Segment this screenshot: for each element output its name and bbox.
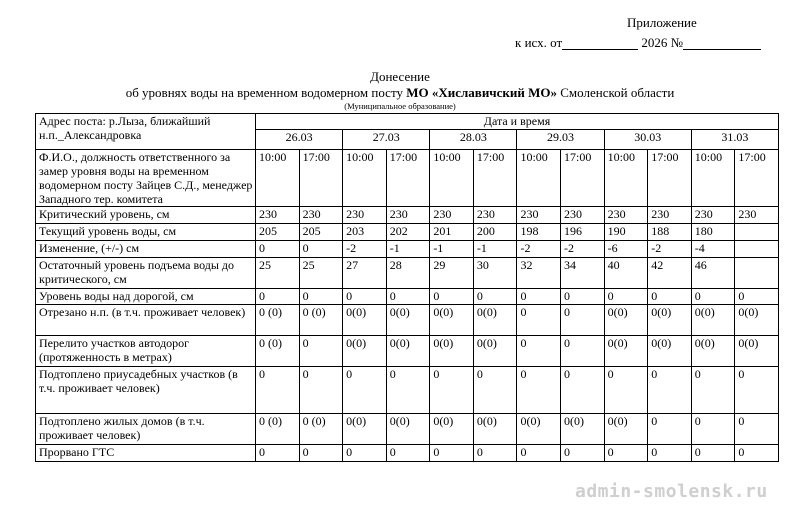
table-cell: 230 — [604, 207, 648, 224]
time-header: 17:00 — [561, 150, 605, 207]
table-cell: 0 — [648, 367, 692, 414]
document-subtitle — [0, 85, 800, 100]
table-cell — [735, 258, 779, 289]
date-header: 26.03 — [256, 130, 343, 150]
table-cell: 0 — [604, 289, 648, 305]
table-cell: 230 — [648, 207, 692, 224]
table-cell: 198 — [517, 224, 561, 241]
ref-date-blank — [562, 37, 638, 50]
time-header: 17:00 — [735, 150, 779, 207]
table-cell: 0 — [604, 445, 648, 462]
table-cell: 0 — [691, 445, 735, 462]
time-header: 10:00 — [604, 150, 648, 207]
table-cell: 0 — [299, 445, 343, 462]
table-row — [36, 207, 779, 224]
table-cell: 0 — [648, 445, 692, 462]
row-label: Подтоплено приусадебных участков (в т.ч. проживает человек) — [36, 367, 256, 414]
table-row — [36, 224, 779, 241]
ref-number-blank — [683, 37, 761, 50]
table-row — [36, 258, 779, 289]
table-cell: 0 — [473, 445, 517, 462]
table-cell: 27 — [343, 258, 387, 289]
table-cell: -2 — [561, 241, 605, 258]
table-cell: 34 — [561, 258, 605, 289]
table-cell: 0 — [648, 414, 692, 445]
table-cell: 0(0) — [561, 414, 605, 445]
table-cell: 230 — [691, 207, 735, 224]
table-cell: 0 — [386, 445, 430, 462]
table-cell: 0 — [430, 367, 474, 414]
row-label: Изменение, (+/-) см — [36, 241, 256, 258]
table-cell: 42 — [648, 258, 692, 289]
table-cell — [735, 224, 779, 241]
post-address-cell: Адрес поста: р.Лыза, ближайший н.п._Александровка — [36, 114, 256, 150]
table-cell: 0(0) — [386, 336, 430, 367]
table-cell: -1 — [386, 241, 430, 258]
table-cell: 0 — [430, 445, 474, 462]
document-title: Донесение — [370, 69, 430, 84]
table-cell: 0(0) — [517, 414, 561, 445]
table-cell: 0 — [299, 289, 343, 305]
table-cell: 0 — [299, 336, 343, 367]
table-cell: 0 — [735, 414, 779, 445]
table-cell: 46 — [691, 258, 735, 289]
municipality-note: (Муниципальное образование) — [344, 101, 456, 111]
table-cell: 0(0) — [473, 414, 517, 445]
table-cell: 202 — [386, 224, 430, 241]
table-cell — [735, 241, 779, 258]
time-header: 17:00 — [386, 150, 430, 207]
table-cell: -2 — [517, 241, 561, 258]
table-cell: -1 — [473, 241, 517, 258]
table-cell: 0(0) — [343, 336, 387, 367]
table-header-row — [36, 114, 779, 130]
table-cell: 0 — [343, 289, 387, 305]
table-cell: -6 — [604, 241, 648, 258]
time-header: 10:00 — [691, 150, 735, 207]
table-cell: 0(0) — [735, 336, 779, 367]
ref-year-number: 2026 № — [641, 35, 684, 50]
table-cell: 0(0) — [604, 414, 648, 445]
table-cell: 0(0) — [473, 336, 517, 367]
table-cell: 200 — [473, 224, 517, 241]
table-row — [36, 367, 779, 414]
times-row — [36, 150, 779, 207]
table-cell: 0 — [561, 305, 605, 336]
municipality-name: МО «Хиславичский МО» — [406, 85, 558, 100]
table-cell: 32 — [517, 258, 561, 289]
table-cell: 230 — [517, 207, 561, 224]
table-cell: 25 — [299, 258, 343, 289]
table-cell: 205 — [299, 224, 343, 241]
table-cell: 0 — [299, 241, 343, 258]
table-cell: 0(0) — [386, 414, 430, 445]
table-cell: 0 — [256, 367, 300, 414]
table-cell: 0 — [473, 367, 517, 414]
date-header: 31.03 — [691, 130, 778, 150]
table-cell: 0 — [517, 445, 561, 462]
table-cell: 0(0) — [648, 336, 692, 367]
table-cell: 230 — [561, 207, 605, 224]
table-cell: 28 — [386, 258, 430, 289]
table-row — [36, 241, 779, 258]
table-cell: 0(0) — [604, 336, 648, 367]
water-level-report-table — [35, 113, 779, 462]
table-cell: 230 — [386, 207, 430, 224]
table-cell: 0 — [735, 445, 779, 462]
table-cell: 0 — [604, 367, 648, 414]
table-cell: 0(0) — [473, 305, 517, 336]
table-cell: 29 — [430, 258, 474, 289]
table-cell: 40 — [604, 258, 648, 289]
row-label: Прорвано ГТС — [36, 445, 256, 462]
table-cell: -4 — [691, 241, 735, 258]
time-header: 17:00 — [648, 150, 692, 207]
table-cell: 0 (0) — [299, 305, 343, 336]
ref-prefix: к исх. от — [515, 35, 563, 50]
row-label: Уровень воды над дорогой, см — [36, 289, 256, 305]
table-cell: 230 — [299, 207, 343, 224]
table-cell: 0 (0) — [256, 305, 300, 336]
table-cell: 0(0) — [343, 305, 387, 336]
date-header: 28.03 — [430, 130, 517, 150]
table-cell: 180 — [691, 224, 735, 241]
table-cell: 0(0) — [386, 305, 430, 336]
table-cell: 0 — [735, 289, 779, 305]
table-cell: 0(0) — [430, 336, 474, 367]
table-cell: 0(0) — [430, 414, 474, 445]
datetime-header: Дата и время — [256, 114, 779, 130]
table-cell: 0 — [256, 241, 300, 258]
table-cell: 196 — [561, 224, 605, 241]
table-cell: 201 — [430, 224, 474, 241]
table-cell: 0 — [473, 289, 517, 305]
table-cell: 0(0) — [430, 305, 474, 336]
table-cell: 0 — [386, 367, 430, 414]
table-cell: 230 — [735, 207, 779, 224]
table-cell: 0 — [517, 305, 561, 336]
table-cell: 0 — [517, 367, 561, 414]
table-cell: 0(0) — [648, 305, 692, 336]
row-label: Подтоплено жилых домов (в т.ч. проживает человек) — [36, 414, 256, 445]
table-cell: 0 (0) — [256, 336, 300, 367]
time-header: 10:00 — [256, 150, 300, 207]
row-label: Критический уровень, см — [36, 207, 256, 224]
table-cell: -2 — [343, 241, 387, 258]
table-row — [36, 289, 779, 305]
table-cell: 0 — [343, 445, 387, 462]
table-cell: 0 — [648, 289, 692, 305]
appendix-label: Приложение — [627, 15, 697, 30]
table-cell: 0 — [561, 445, 605, 462]
row-label: Остаточный уровень подъема воды до критического, см — [36, 258, 256, 289]
subtitle-text: об уровнях воды на временном водомерном посту — [125, 85, 403, 100]
table-cell: 0 — [691, 367, 735, 414]
table-cell: 0 — [517, 336, 561, 367]
row-label: Отрезано н.п. (в т.ч. проживает человек) — [36, 305, 256, 336]
table-row — [36, 336, 779, 367]
responsible-person-cell: Ф.И.О., должность ответственного за замер уровня воды на временном водомерном посту Зайцев С.Д., менеджер Западного тер. комитета — [36, 150, 256, 207]
table-cell: 0 — [256, 445, 300, 462]
outgoing-reference-line — [515, 35, 761, 50]
table-row — [36, 414, 779, 445]
table-row — [36, 445, 779, 462]
date-header: 30.03 — [604, 130, 691, 150]
site-watermark: admin-smolensk.ru — [575, 481, 768, 502]
table-cell: 0 (0) — [256, 414, 300, 445]
table-cell: 0 — [561, 289, 605, 305]
region-text: Смоленской области — [560, 85, 675, 100]
time-header: 17:00 — [473, 150, 517, 207]
table-cell: 0(0) — [735, 305, 779, 336]
table-cell: 0 (0) — [299, 414, 343, 445]
row-label: Перелито участков автодорог (протяженность в метрах) — [36, 336, 256, 367]
time-header: 17:00 — [299, 150, 343, 207]
table-cell: 230 — [430, 207, 474, 224]
table-cell: 0 — [386, 289, 430, 305]
table-cell: -1 — [430, 241, 474, 258]
table-cell: 230 — [473, 207, 517, 224]
table-cell: 0 — [561, 336, 605, 367]
table-cell: 0 — [299, 367, 343, 414]
table-cell: 205 — [256, 224, 300, 241]
table-cell: 0 — [430, 289, 474, 305]
table-cell: 0(0) — [691, 336, 735, 367]
table-cell: 0 — [343, 367, 387, 414]
date-header: 29.03 — [517, 130, 604, 150]
time-header: 10:00 — [430, 150, 474, 207]
table-cell: 0 — [256, 289, 300, 305]
time-header: 10:00 — [517, 150, 561, 207]
table-cell: 0 — [691, 414, 735, 445]
table-cell: 190 — [604, 224, 648, 241]
table-cell: 0(0) — [343, 414, 387, 445]
row-label: Текущий уровень воды, см — [36, 224, 256, 241]
table-cell: 203 — [343, 224, 387, 241]
table-cell: 0 — [691, 289, 735, 305]
table-cell: 188 — [648, 224, 692, 241]
table-row — [36, 305, 779, 336]
time-header: 10:00 — [343, 150, 387, 207]
table-cell: 30 — [473, 258, 517, 289]
table-cell: 0 — [517, 289, 561, 305]
table-cell: 0(0) — [604, 305, 648, 336]
table-cell: 230 — [343, 207, 387, 224]
table-cell: 25 — [256, 258, 300, 289]
date-header: 27.03 — [343, 130, 430, 150]
table-cell: -2 — [648, 241, 692, 258]
table-cell: 0(0) — [691, 305, 735, 336]
table-cell: 230 — [256, 207, 300, 224]
table-cell: 0 — [561, 367, 605, 414]
table-cell: 0 — [735, 367, 779, 414]
